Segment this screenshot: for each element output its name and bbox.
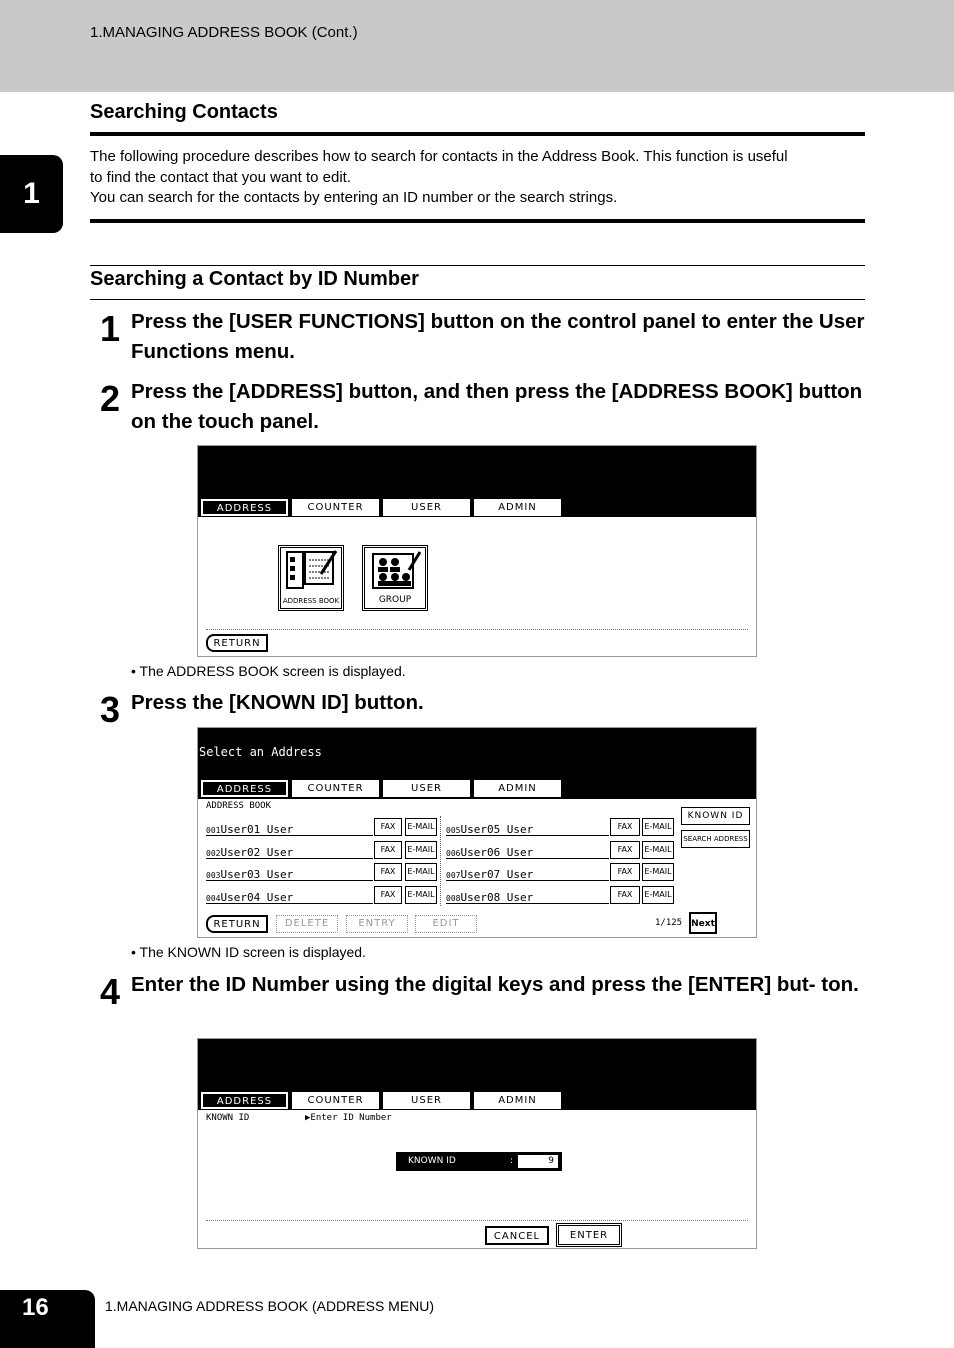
entry-name: User03 User xyxy=(220,868,294,881)
section-rule-bottom xyxy=(90,219,865,223)
edit-button[interactable]: EDIT xyxy=(415,915,477,933)
column-divider xyxy=(440,816,442,906)
next-button[interactable] xyxy=(689,912,717,934)
step-text: Press the [KNOWN ID] button. xyxy=(131,691,424,714)
section-rule-top xyxy=(90,132,865,136)
list-item[interactable] xyxy=(206,886,373,904)
tab-address[interactable]: ADDRESS xyxy=(201,1092,288,1109)
step-number: 3 xyxy=(100,689,121,730)
entry-name: User08 User xyxy=(460,891,534,904)
return-button[interactable]: RETURN xyxy=(206,915,268,933)
step-text: Press the [ADDRESS] button, and then press the [ADDRESS BOOK] button on the touch panel. xyxy=(131,380,863,433)
entry-name: User02 User xyxy=(220,846,294,859)
email-button[interactable]: E-MAIL xyxy=(405,863,437,881)
fax-button[interactable]: FAX xyxy=(374,841,402,859)
panel-tabs xyxy=(201,1092,561,1109)
page-indicator: 1/125 xyxy=(655,918,683,928)
entry-name: User05 User xyxy=(460,823,534,836)
touch-panel-screenshot-known-id xyxy=(197,1038,757,1249)
panel-divider xyxy=(206,629,748,630)
entry-button[interactable]: ENTRY xyxy=(346,915,408,933)
subsection-rule-top xyxy=(90,265,865,266)
known-id-label: KNOWN ID xyxy=(206,1113,250,1123)
email-button[interactable]: E-MAIL xyxy=(642,818,674,836)
tab-counter[interactable]: COUNTER xyxy=(292,499,379,516)
tab-counter[interactable]: COUNTER xyxy=(292,1092,379,1109)
address-book-label: ADDRESS BOOK xyxy=(282,597,340,605)
screen-title: Select an Address xyxy=(199,745,322,759)
email-button[interactable]: E-MAIL xyxy=(642,863,674,881)
list-item[interactable] xyxy=(446,886,609,904)
tab-admin[interactable]: ADMIN xyxy=(474,1092,561,1109)
entry-id: 003 xyxy=(206,871,221,880)
entry-name: User04 User xyxy=(220,891,294,904)
subsection-rule-bottom xyxy=(90,299,865,300)
address-book-icon xyxy=(281,548,341,592)
panel-divider xyxy=(206,1220,748,1221)
email-button[interactable]: E-MAIL xyxy=(642,886,674,904)
known-id-button[interactable]: KNOWN ID xyxy=(681,807,750,825)
panel-tabs xyxy=(201,780,561,797)
tab-admin[interactable]: ADMIN xyxy=(474,780,561,797)
intro-line: to find the contact that you want to edit. xyxy=(90,168,351,186)
entry-name: User07 User xyxy=(460,868,534,881)
email-button[interactable]: E-MAIL xyxy=(642,841,674,859)
list-item[interactable] xyxy=(446,863,609,881)
field-separator: : xyxy=(510,1156,514,1166)
step-number: 1 xyxy=(100,308,121,349)
list-item[interactable] xyxy=(206,863,373,881)
email-button[interactable]: E-MAIL xyxy=(405,886,437,904)
tab-user[interactable]: USER xyxy=(383,1092,470,1109)
step-number: 4 xyxy=(100,971,121,1012)
group-button[interactable] xyxy=(364,547,426,609)
list-item[interactable] xyxy=(446,841,609,859)
running-footer: 1.MANAGING ADDRESS BOOK (ADDRESS MENU) xyxy=(105,1298,435,1314)
enter-id-prompt: ▶Enter ID Number xyxy=(305,1113,392,1123)
panel-tabs xyxy=(201,499,561,516)
email-button[interactable]: E-MAIL xyxy=(405,841,437,859)
search-address-button[interactable]: SEARCH ADDRESS xyxy=(681,830,750,848)
touch-panel-screenshot-menu xyxy=(197,445,757,657)
step-text: Press the [USER FUNCTIONS] button on the control panel to enter the User Functions menu. xyxy=(131,310,865,363)
fax-button[interactable]: FAX xyxy=(610,841,640,859)
chapter-tab: 1 xyxy=(0,155,63,233)
section-title: Searching Contacts xyxy=(90,101,278,123)
fax-button[interactable]: FAX xyxy=(374,818,402,836)
next-label: Next xyxy=(691,919,715,929)
step-note: • The ADDRESS BOOK screen is displayed. xyxy=(131,663,406,679)
fax-button[interactable]: FAX xyxy=(374,886,402,904)
tab-user[interactable]: USER xyxy=(383,780,470,797)
group-icon xyxy=(365,548,425,592)
step-number: 2 xyxy=(100,378,121,419)
enter-button[interactable]: ENTER xyxy=(556,1223,622,1247)
tab-admin[interactable]: ADMIN xyxy=(474,499,561,516)
email-button[interactable]: E-MAIL xyxy=(405,818,437,836)
entry-id: 008 xyxy=(446,894,461,903)
entry-id: 001 xyxy=(206,826,221,835)
page-number: 16 xyxy=(0,1290,95,1348)
known-id-field[interactable] xyxy=(396,1152,562,1171)
running-header: 1.MANAGING ADDRESS BOOK (Cont.) xyxy=(90,24,358,41)
touch-panel-screenshot-address-book xyxy=(197,727,757,938)
entry-id: 006 xyxy=(446,849,461,858)
tab-user[interactable]: USER xyxy=(383,499,470,516)
list-item[interactable] xyxy=(446,818,609,836)
return-button[interactable]: RETURN xyxy=(206,634,268,652)
section-intro xyxy=(90,147,865,209)
fax-button[interactable]: FAX xyxy=(610,886,640,904)
entry-id: 005 xyxy=(446,826,461,835)
page-header-band xyxy=(0,0,954,92)
tab-address[interactable]: ADDRESS xyxy=(201,780,288,797)
intro-line: You can search for the contacts by entering an ID number or the search strings. xyxy=(90,189,618,206)
list-item[interactable] xyxy=(206,841,373,859)
known-id-value: 9 xyxy=(518,1155,558,1168)
tab-counter[interactable]: COUNTER xyxy=(292,780,379,797)
address-book-label: ADDRESS BOOK xyxy=(206,801,272,811)
delete-button[interactable]: DELETE xyxy=(276,915,338,933)
group-label: GROUP xyxy=(378,595,412,605)
fax-button[interactable]: FAX xyxy=(374,863,402,881)
known-id-field-label: KNOWN ID xyxy=(408,1156,456,1166)
entry-id: 004 xyxy=(206,894,221,903)
entry-id: 007 xyxy=(446,871,461,880)
step-note: • The KNOWN ID screen is displayed. xyxy=(131,944,366,960)
entry-name: User06 User xyxy=(460,846,534,859)
fax-button[interactable]: FAX xyxy=(610,863,640,881)
subsection-title: Searching a Contact by ID Number xyxy=(90,268,419,290)
address-book-button[interactable] xyxy=(280,547,342,609)
cancel-button[interactable]: CANCEL xyxy=(485,1226,549,1245)
entry-id: 002 xyxy=(206,849,221,858)
tab-address[interactable]: ADDRESS xyxy=(201,499,288,516)
step-text: Enter the ID Number using the digital keys and press the [ENTER] but- ton. xyxy=(131,973,859,996)
list-item[interactable] xyxy=(206,818,373,836)
fax-button[interactable]: FAX xyxy=(610,818,640,836)
intro-line: The following procedure describes how to search for contacts in the Address Book. This function is useful xyxy=(90,148,788,165)
entry-name: User01 User xyxy=(220,823,294,836)
